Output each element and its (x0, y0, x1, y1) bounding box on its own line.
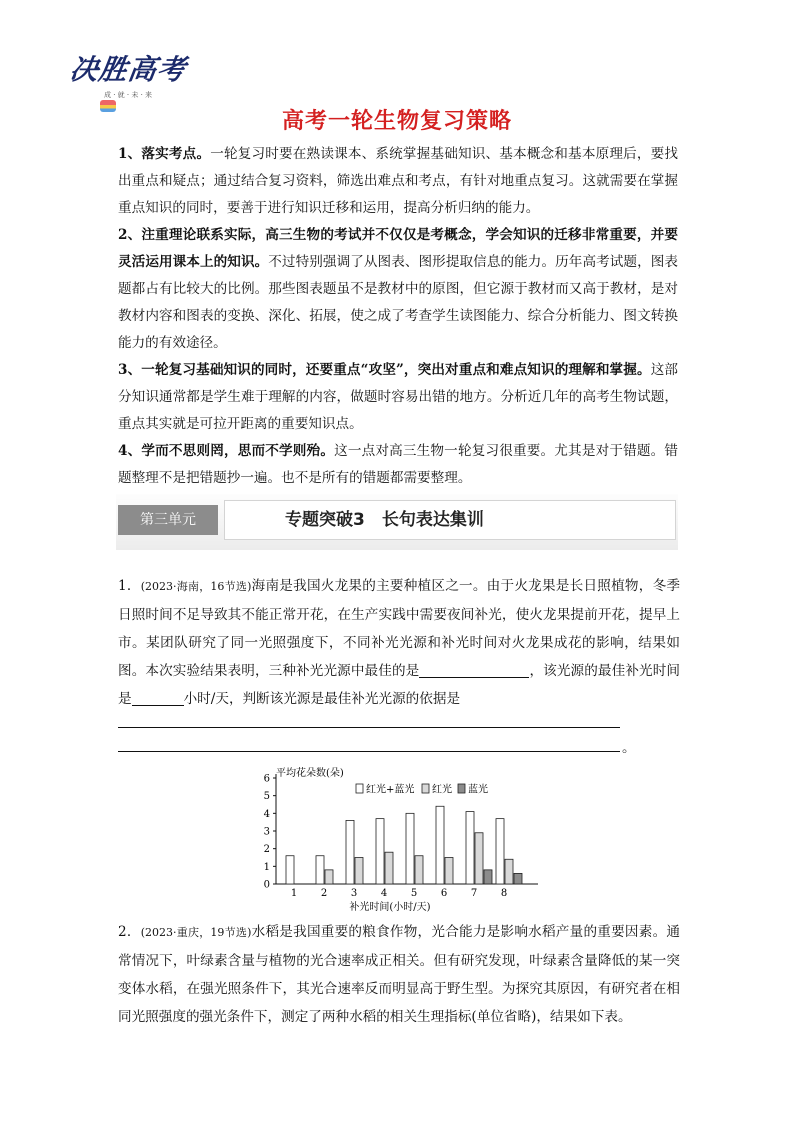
x-tick-label: 2 (320, 888, 328, 899)
y-tick-label: 0 (263, 879, 270, 891)
question-source: (2023·海南，16节选) (140, 580, 252, 593)
bar-red-blue (436, 806, 444, 884)
question-number: 1． (118, 578, 141, 594)
bar-red-blue (466, 812, 474, 884)
y-tick-label: 3 (263, 826, 270, 838)
strategy-lead: 3、一轮复习基础知识的同时，还要重点“攻坚”，突出对重点和难点知识的理解和掌握。 (118, 362, 651, 378)
unit-title: 专题突破3 长句表达集训 (285, 510, 484, 530)
legend-swatch (356, 784, 363, 793)
question-text: 海南是我国火龙果的主要种植区之一。由于火龙果是长日照植物，冬季日照时间不足导致其不能正常开花，在生产实践中需要夜间补光，使火龙果提前开花，提早上市。某团队研究了同一光照强度下，不同补光光源和补光时间对火龙果成花的影响，结果如图。本次实验结果表明，三种补光光源中最佳的是 (118, 578, 681, 679)
answer-blank[interactable] (132, 687, 184, 706)
unit-title-box (224, 500, 676, 540)
strategy-body: 不过特别强调了从图表、图形提取信息的能力。历年高考试题，图表题都占有比较大的比例。那些图表题虽不是教材中的原图，但它源于教材而又高于教材，是对教材内容和图表的变换、深化、拓展，使之成了考查学生读图能力、综合分析能力、图文转换能力的有效途径。 (118, 254, 679, 351)
x-tick-label: 3 (350, 888, 358, 899)
legend-label: 红光 (432, 784, 452, 796)
strategy-body: 这部分知识通常都是学生难于理解的内容，做题时容易出错的地方。分析近几年的高考生物试题，重点其实就是可拉开距离的重要知识点。 (118, 362, 678, 432)
strategy-item (118, 438, 678, 492)
bar-red-blue (496, 819, 504, 884)
unit-tag: 第三单元 (118, 505, 218, 535)
y-axis-label: 平均花朵数(朵) (276, 768, 344, 779)
y-tick-label: 2 (263, 844, 270, 856)
y-tick-label: 4 (263, 808, 270, 820)
legend-swatch (422, 784, 429, 793)
strategy-lead: 4、学而不思则罔，思而不学则殆。 (118, 443, 335, 459)
question-text: 小时/天，判断该光源是最佳补光光源的依据是 (183, 691, 461, 707)
question-text: 水稻是我国重要的粮食作物，光合能力是影响水稻产量的重要因素。通常情况下，叶绿素含量与植物的光合速率成正相关。但有研究发现，叶绿素含量降低的某一突变体水稻，在强光照条件下，其光合速率反而明显高于野生型。为探究其原因，有研究者在相同光照强度的强光条件下，测定了两种水稻的相关生理指标(单位省略)，结果如下表。 (118, 924, 681, 1025)
legend-label: 蓝光 (468, 784, 488, 796)
bar-red (385, 852, 393, 884)
x-tick-label: 4 (380, 888, 388, 899)
page-title: 高考一轮生物复习策略 (281, 109, 512, 134)
y-tick-label: 1 (263, 861, 270, 873)
x-tick-label: 7 (470, 888, 478, 899)
bar-red (355, 858, 363, 885)
logo-text: 决胜高考 (67, 53, 189, 86)
logo-subtitle: 成 · 就 · 未 · 来 (104, 91, 153, 99)
question-number: 2． (118, 924, 141, 940)
bar-chart (258, 764, 538, 916)
strategy-lead: 2、注重理论联系实际，高三生物的考试并不仅仅是考概念，学会知识的迁移非常重要，并要灵活运用课本上的知识。 (118, 227, 678, 270)
bar-red (475, 833, 483, 884)
bar-red-blue (316, 856, 324, 884)
x-tick-label: 5 (410, 888, 418, 899)
bar-blue (514, 873, 522, 884)
bar-red (325, 870, 333, 884)
bar-red (445, 858, 453, 885)
x-tick-label: 8 (500, 888, 508, 899)
unit-header (116, 494, 678, 550)
bar-red (505, 859, 513, 884)
bar-red-blue (286, 856, 294, 884)
bar-red (415, 856, 423, 884)
bar-red-blue (346, 820, 354, 884)
strategy-item (118, 141, 678, 222)
question-source: (2023·重庆，19节选) (140, 926, 252, 939)
strategy-body: 一轮复习时要在熟读课本、系统掌握基础知识、基本概念和基本原理后，要找出重点和疑点；通过结合复习资料，筛选出难点和考点，有针对地重点复习。这就需要在掌握重点知识的同时，要善于进行知识迁移和运用，提高分析归纳的能力。 (118, 146, 678, 216)
question-text: ，该光源的最佳补光时间是 (118, 663, 681, 707)
bar-blue (484, 870, 492, 884)
strategy-list (118, 141, 678, 492)
question-1 (118, 572, 680, 713)
x-axis-label: 补光时间(小时/天) (349, 902, 431, 913)
bar-red-blue (406, 813, 414, 884)
strategy-item (118, 222, 678, 357)
y-tick-label: 5 (263, 791, 270, 803)
legend-label: 红光+蓝光 (366, 784, 415, 796)
answer-end: 。 (622, 740, 636, 756)
y-tick-label: 6 (263, 773, 270, 785)
bar-red-blue (376, 819, 384, 884)
answer-blank[interactable] (419, 659, 529, 678)
answer-line[interactable] (118, 727, 620, 728)
question-2 (118, 918, 680, 1031)
x-tick-label: 1 (290, 888, 298, 899)
strategy-item (118, 357, 678, 438)
legend-swatch (458, 784, 465, 793)
x-tick-label: 6 (440, 888, 448, 899)
strategy-lead: 1、落实考点。 (118, 146, 211, 162)
strategy-body: 这一点对高三生物一轮复习很重要。尤其是对于错题。错题整理不是把错题抄一遍。也不是所有的错题都需要整理。 (118, 443, 678, 486)
answer-line[interactable] (118, 751, 620, 752)
